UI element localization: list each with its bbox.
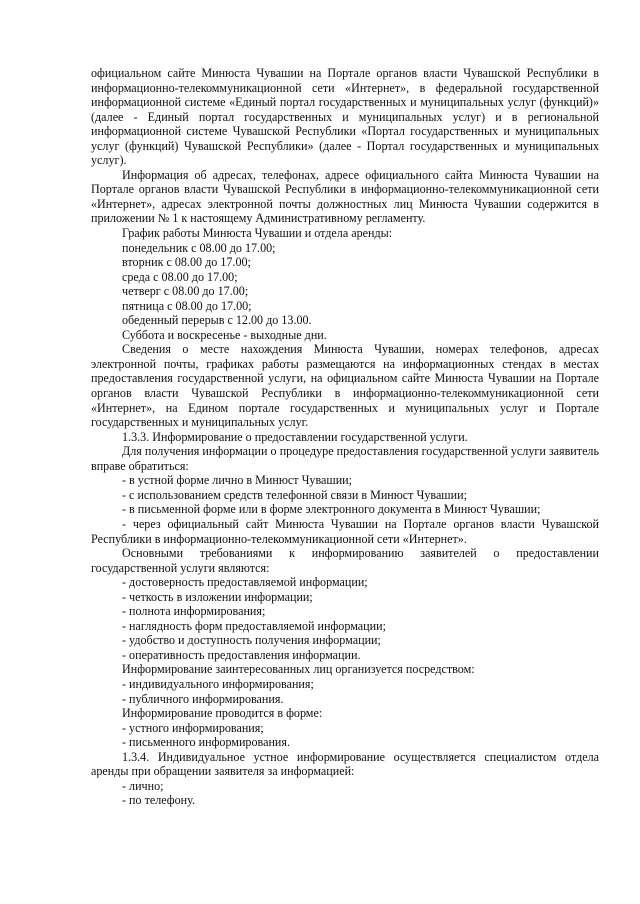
list-item-form-written: - письменного информирования. — [122, 735, 290, 750]
paragraph-schedule-title: График работы Минюста Чувашии и отдела аренды: — [122, 226, 393, 241]
list-item-apply-phone: - с использованием средств телефонной связи в Минюст Чувашии; — [122, 487, 467, 502]
schedule-weekend: Суббота и воскресенье - выходные дни. — [122, 327, 327, 342]
paragraph-requirements: Основными требованиями к информированию заявителей о предоставлении государственной услуги являются: — [91, 546, 599, 575]
list-item-req-visibility: - наглядность форм предоставляемой информации; — [122, 618, 386, 633]
list-item-apply-written: - в письменной форме или в форме электронного документа в Минюст Чувашии; — [122, 502, 541, 517]
section-heading-1-3-4: 1.3.4. Индивидуальное устное информирование осуществляется специалистом отдела аренды при обращении заявителя за информацией: — [91, 749, 599, 779]
paragraph-organized-via: Информирование заинтересованных лиц организуется посредством: — [122, 662, 475, 677]
list-item-apply-website: - через официальный сайт Минюста Чувашии на Портале органов власти Чувашской Республики в информационно-телекоммуникационной сети «Интернет». — [91, 516, 599, 546]
list-item-via-public: - публичного информирования. — [122, 691, 284, 706]
document-page — [91, 66, 599, 808]
list-item-req-promptness: - оперативность предоставления информации. — [122, 647, 361, 662]
list-item-form-oral: - устного информирования; — [122, 720, 264, 735]
section-heading-1-3-3: 1.3.3. Информирование о предоставлении государственной услуги. — [122, 429, 468, 444]
schedule-monday: понедельник с 08.00 до 17.00; — [122, 240, 276, 255]
list-item-apply-oral: - в устной форме лично в Минюст Чувашии; — [122, 473, 353, 488]
list-item-req-convenience: - удобство и доступность получения информации; — [122, 633, 381, 648]
paragraph-intro-continued: официальном сайте Минюста Чувашии на Портале органов власти Чувашской Республики в информационно-телекоммуникационной сети «Интернет», в федеральной государственной информационной системе «Единый портал государственных и муниципальных услуг (функций)» (далее - Единый портал государственных и муниципальных услуг) и в региональной информационной системе Чувашской Республики «Портал государственных и муниципальных услуг (функций) Чувашской Республики» (далее - Портал государственных и муниципальных услуг). — [91, 66, 599, 168]
schedule-tuesday: вторник с 08.00 до 17.00; — [122, 255, 251, 270]
paragraph-how-to-apply: Для получения информации о процедуре предоставления государственной услуги заявитель вправе обратиться: — [91, 444, 599, 473]
list-item-req-clarity: - четкость в изложении информации; — [122, 589, 313, 604]
schedule-thursday: четверг с 08.00 до 17.00; — [122, 284, 249, 299]
list-item-in-person: - лично; — [122, 778, 164, 793]
paragraph-contacts-info: Информация об адресах, телефонах, адресе официального сайта Минюста Чувашии на Портале органов власти Чувашской Республики в информационно-телекоммуникационной сети «Интернет», адресах электронной почты должностных лиц Минюста Чувашии содержится в приложении № 1 к настоящему Административному регламенту. — [91, 167, 599, 226]
schedule-lunch-break: обеденный перерыв с 12.00 до 13.00. — [122, 313, 312, 328]
schedule-wednesday: среда с 08.00 до 17.00; — [122, 269, 238, 284]
paragraph-form: Информирование проводится в форме: — [122, 706, 323, 721]
list-item-req-completeness: - полнота информирования; — [122, 604, 266, 619]
schedule-friday: пятница с 08.00 до 17.00; — [122, 298, 252, 313]
list-item-req-reliability: - достоверность предоставляемой информации; — [122, 575, 368, 590]
list-item-by-phone: - по телефону. — [122, 793, 196, 808]
list-item-via-individual: - индивидуального информирования; — [122, 676, 314, 691]
paragraph-location-info: Сведения о месте нахождения Минюста Чувашии, номерах телефонов, адресах электронной почты, графиках работы размещаются на информационных стендах в местах предоставления государственной услуги, на официальном сайте Минюста Чувашии на Портале органов власти Чувашской Республики в информационно-телекоммуникационной сети «Интернет», на Едином портале государственных и муниципальных услуг и Портале государственных и муниципальных услуг. — [91, 342, 599, 430]
